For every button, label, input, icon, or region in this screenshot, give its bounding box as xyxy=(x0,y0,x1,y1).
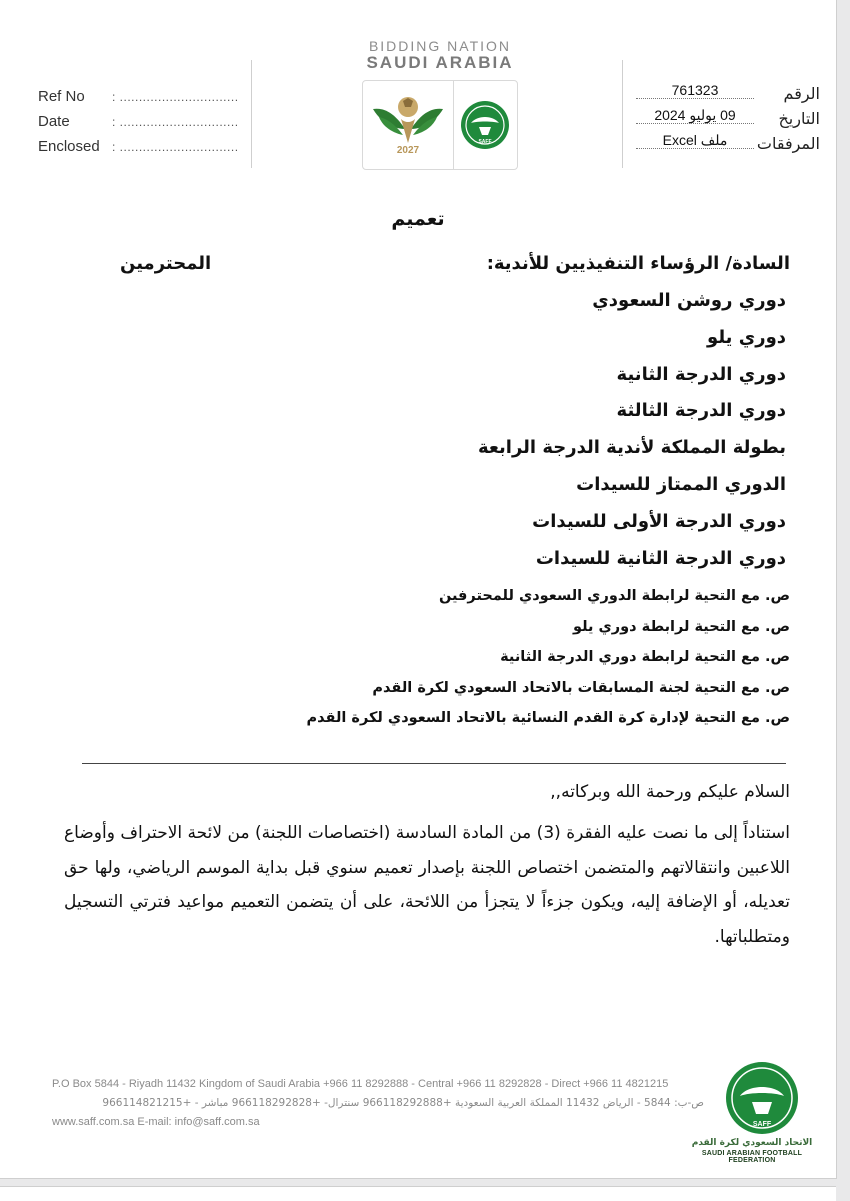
cc-item: ص. مع التحية لرابطة الدوري السعودي للمحترفين xyxy=(438,588,790,604)
document-title: تعميم xyxy=(391,208,445,230)
attachments-value: ملف Excel xyxy=(662,132,728,148)
league-item: دوري روشن السعودي xyxy=(592,290,786,311)
addressee: السادة/ الرؤساء التنفيذيين للأندية: xyxy=(486,253,790,274)
bid-brand-title xyxy=(330,38,550,73)
league-item: الدوري الممتاز للسيدات xyxy=(576,473,786,495)
respect-phrase: المحترمين xyxy=(120,253,212,274)
date-ar-row xyxy=(630,109,820,134)
org-name-ar: الاتحاد السعودي لكرة القدم xyxy=(691,1138,813,1148)
ref-no-dots: : ............................... xyxy=(112,89,239,104)
saff-emblem-small xyxy=(459,99,511,151)
cc-item: ص. مع التحية لرابطة دوري يلو xyxy=(573,618,790,635)
number-label: الرقم xyxy=(783,84,820,103)
league-list xyxy=(386,288,786,582)
footer-address-ar: ص-ب: 5844 - الرياض 11432 المملكة العربية السعودية +966118292888 سنترال- +966118292828 مباشر - +966114821215 xyxy=(102,1097,704,1109)
brand-line1: BIDDING NATION xyxy=(368,38,512,54)
footer-address-en: P.O Box 5844 - Riyadh 11432 Kingdom of Saudi Arabia +966 11 8292888 - Central +966 11 8292828 - Direct +966 11 4821215 xyxy=(52,1078,669,1090)
league-item: دوري الدرجة الأولى للسيدات xyxy=(532,510,786,532)
date-ar-value: 09 يوليو 2024 xyxy=(654,107,736,123)
cc-list xyxy=(290,586,790,739)
header-divider-right xyxy=(622,60,623,168)
date-label: Date xyxy=(38,113,70,130)
league-item: دوري الدرجة الثانية للسيدات xyxy=(535,547,786,569)
enclosed-row xyxy=(38,134,239,159)
league-item: دوري الدرجة الثالثة xyxy=(616,400,786,422)
saff-emblem-large xyxy=(722,1060,802,1138)
date-ar-dotline xyxy=(636,123,754,124)
league-item: دوري الدرجة الثانية xyxy=(616,363,786,385)
enclosed-dots: : ............................... xyxy=(112,139,239,154)
attachments-dotline xyxy=(636,148,754,149)
brand-line2: SAUDI ARABIA xyxy=(366,53,514,72)
league-item: دوري يلو xyxy=(707,326,786,348)
saff-logo-text: SAFF xyxy=(752,1121,772,1128)
attachments-label: المرفقات xyxy=(756,134,820,153)
number-value: 761323 xyxy=(671,82,719,98)
section-separator xyxy=(82,763,786,764)
league-item: بطولة المملكة لأندية الدرجة الرابعة xyxy=(477,437,786,459)
date-ar-label: التاريخ xyxy=(778,109,820,128)
ref-no-row xyxy=(38,84,239,109)
logo-box xyxy=(362,80,518,170)
number-row xyxy=(630,84,820,109)
ref-no-label: Ref No xyxy=(38,88,85,105)
cc-item: ص. مع التحية لرابطة دوري الدرجة الثانية xyxy=(500,649,790,665)
org-name-en: SAUDI ARABIAN FOOTBALL FEDERATION xyxy=(701,1150,803,1164)
date-row xyxy=(38,109,239,134)
bid-year-text: 2027 xyxy=(396,145,420,156)
footer-web-email: www.saff.com.sa E-mail: info@saff.com.sa xyxy=(52,1116,260,1128)
svg-text:SAFF: SAFF xyxy=(478,139,492,145)
date-dots: : ............................... xyxy=(112,114,239,129)
reference-block-en xyxy=(38,84,239,159)
next-page-edge xyxy=(0,1186,836,1201)
reference-block-ar xyxy=(630,84,820,159)
logo-divider xyxy=(453,81,454,169)
enclosed-label: Enclosed xyxy=(38,138,100,155)
greeting: السلام عليكم ورحمة الله وبركاته,, xyxy=(550,782,790,802)
header-divider-left xyxy=(251,60,252,168)
cc-item: ص. مع التحية لجنة المسابقات بالاتحاد السعودي لكرة القدم xyxy=(372,679,790,696)
cc-item: ص. مع التحية لإدارة كرة القدم النسائية بالاتحاد السعودي لكرة القدم xyxy=(306,710,790,726)
attachments-row xyxy=(630,134,820,159)
number-dotline xyxy=(636,98,754,99)
body-paragraph: استناداً إلى ما نصت عليه الفقرة (3) من المادة السادسة (اختصاصات اللجنة) من لائحة الاحتراف وأوضاع اللاعبين وانتقالاتهم والمتضمن اختصاص اللجنة بإصدار تعميم سنوي قبل بداية الموسم الرياضي، ولها حق تعديله، أو الإضافة إليه، ويكون جزءاً لا يتجزأ من اللائحة، على أن يتضمن التعميم مواعيد فترتي التسجيل ومتطلباتها. xyxy=(64,823,790,947)
